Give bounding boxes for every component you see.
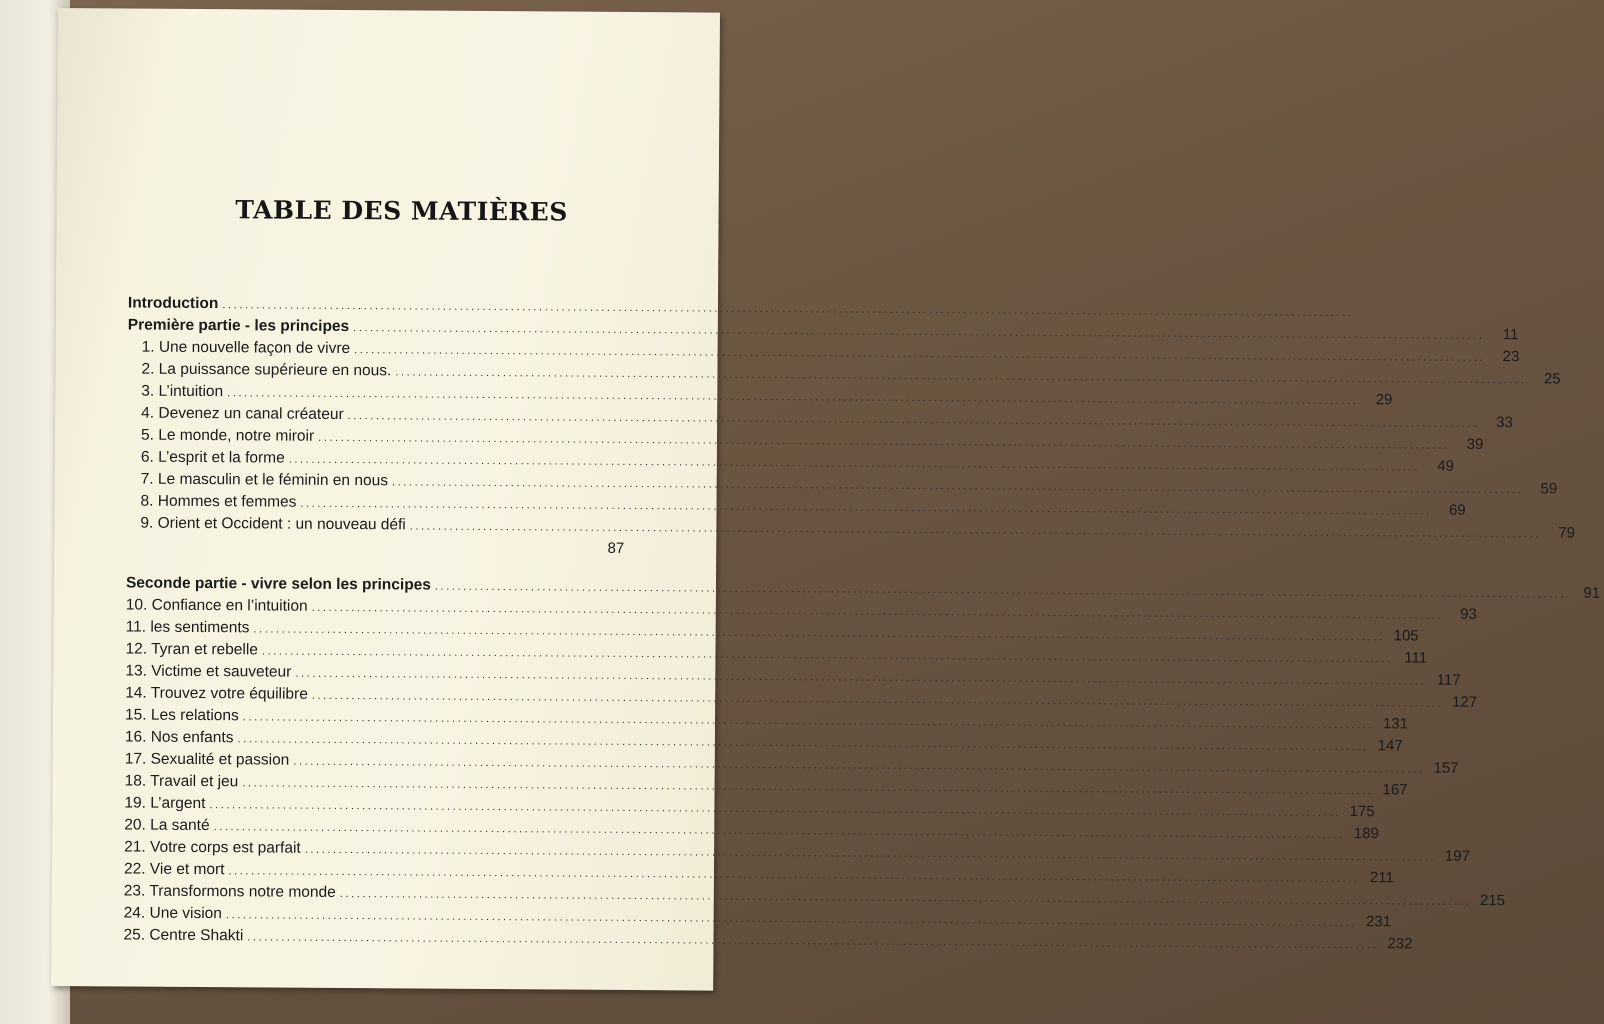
toc-entry-title: 21. Votre corps est parfait: [124, 838, 301, 857]
dot-leader: ........................................................................................................................................................................................................: [227, 387, 1359, 408]
table-of-contents: [123, 294, 1601, 953]
toc-page-number: 175: [1349, 803, 1375, 821]
dot-leader: ........................................................................................................................................................................................................: [253, 623, 1385, 644]
dot-leader: ........................................................................................................................................................................................................: [300, 497, 1432, 518]
dot-leader: ........................................................................................................................................................................................................: [293, 755, 1425, 776]
toc-entry-title: Première partie - les principes: [127, 316, 350, 336]
toc-page-number: 105: [1393, 627, 1419, 645]
toc-entry-title: 9. Orient et Occident : un nouveau défi: [140, 514, 406, 534]
dot-leader: ........................................................................................................................................................................................................: [409, 520, 1542, 541]
toc-entry-title: 8. Hommes et femmes: [140, 492, 297, 511]
dot-leader: ........................................................................................................................................................................................................: [222, 299, 1354, 320]
dot-leader: ........................................................................................................................................................................................................: [261, 645, 1394, 666]
toc-page-number: 117: [1436, 671, 1461, 689]
toc-page-number: 167: [1382, 781, 1408, 799]
dot-leader: ........................................................................................................................................................................................................: [391, 476, 1524, 497]
toc-entry-title: 16. Nos enfants: [124, 728, 234, 747]
toc-page-number: 25: [1543, 370, 1561, 388]
toc-page-number: 29: [1375, 391, 1393, 409]
toc-entry-title: 6. L’esprit et la forme: [140, 448, 285, 467]
dot-leader: ........................................................................................................................................................................................................: [242, 711, 1375, 732]
toc-page-number: 91: [1583, 584, 1601, 602]
toc-page-number: 232: [1387, 935, 1413, 953]
toc-entry-title: 24. Une vision: [123, 904, 222, 923]
dot-leader: ........................................................................................................................................................................................................: [347, 410, 1479, 430]
toc-page-number: 189: [1353, 825, 1379, 843]
toc-entry-title: 3. L’intuition: [141, 382, 224, 401]
dot-leader: ........................................................................................................................................................................................................: [311, 689, 1444, 710]
toc-page-number: 131: [1382, 715, 1409, 733]
toc-page-number: 39: [1466, 435, 1484, 453]
toc-entry-title: 25. Centre Shakti: [123, 926, 244, 945]
toc-page-number: 211: [1369, 869, 1394, 887]
dot-leader: ........................................................................................................................................................................................................: [295, 667, 1427, 688]
page-title: TABLE DES MATIÈRES: [235, 195, 568, 227]
dot-leader: ........................................................................................................................................................................................................: [288, 453, 1420, 474]
toc-entry: [123, 926, 1413, 953]
toc-entry-title: 7. Le masculin et le féminin en nous: [140, 470, 389, 490]
toc-entry-title: 12. Tyran et rebelle: [125, 640, 259, 659]
dot-leader: ........................................................................................................................................................................................................: [354, 344, 1486, 364]
toc-page-number: 11: [1502, 326, 1519, 344]
toc-page-number: 197: [1444, 847, 1471, 865]
toc-page-number: 79: [1558, 524, 1576, 542]
toc-entry-title: 10. Confiance en l’intuition: [125, 596, 308, 615]
dot-leader: ........................................................................................................................................................................................................: [228, 865, 1360, 886]
toc-entry-title: 13. Victime et sauveteur: [125, 662, 292, 681]
toc-page-number: 111: [1404, 649, 1428, 667]
toc-page-number: 127: [1451, 693, 1478, 711]
dot-leader: ........................................................................................................................................................................................................: [311, 601, 1443, 622]
dot-leader: ........................................................................................................................................................................................................: [247, 931, 1379, 952]
toc-entry-title: 20. La santé: [124, 816, 210, 835]
toc-entry-title: Seconde partie - vivre selon les principes: [125, 574, 431, 594]
dot-leader: ........................................................................................................................................................................................................: [225, 909, 1358, 930]
book-page: [51, 8, 1601, 991]
toc-entry-title: 1. Une nouvelle façon de vivre: [141, 338, 351, 358]
dot-leader: [130, 550, 590, 553]
toc-page-number: 59: [1540, 480, 1558, 498]
toc-entry-title: 11. les sentiments: [125, 618, 250, 637]
dot-leader: ........................................................................................................................................................................................................: [434, 580, 1567, 601]
toc-page-number: 87: [607, 539, 625, 557]
toc-entry-title: 15. Les relations: [125, 706, 239, 725]
toc-entry-title: 19. L’argent: [124, 794, 206, 813]
toc-entry-title: 17. Sexualité et passion: [124, 750, 290, 769]
toc-page-number: 69: [1448, 501, 1466, 519]
toc-entry-title: 5. Le monde, notre miroir: [140, 426, 315, 445]
toc-entry-title: 4. Devenez un canal créateur: [141, 404, 344, 424]
toc-page-number: 215: [1479, 891, 1506, 910]
toc-page-number: 33: [1496, 414, 1513, 432]
toc-page-number: 157: [1433, 759, 1459, 777]
dot-leader: ........................................................................................................................................................................................................: [353, 322, 1485, 342]
toc-page-number: 93: [1460, 605, 1477, 623]
toc-page-number: 147: [1377, 737, 1403, 755]
toc-entry-title: 2. La puissance supérieure en nous.: [141, 360, 392, 380]
toc-entry-title: 14. Trouvez votre équilibre: [125, 684, 308, 703]
toc-page-number: 231: [1366, 913, 1392, 931]
toc-entry-title: 22. Vie et mort: [123, 860, 225, 879]
dot-leader: ........................................................................................................................................................................................................: [237, 733, 1369, 754]
dot-leader: ........................................................................................................................................................................................................: [339, 887, 1472, 908]
toc-entry-title: Introduction: [127, 294, 219, 313]
toc-page-number: 49: [1437, 457, 1455, 475]
toc-entry-title: 18. Travail et jeu: [124, 772, 239, 791]
dot-leader: ........................................................................................................................................................................................................: [304, 843, 1437, 864]
dot-leader: ........................................................................................................................................................................................................: [395, 366, 1527, 387]
dot-leader: ........................................................................................................................................................................................................: [318, 431, 1450, 452]
dot-leader: ........................................................................................................................................................................................................: [209, 799, 1341, 819]
dot-leader: ........................................................................................................................................................................................................: [242, 777, 1374, 798]
dot-leader: ........................................................................................................................................................................................................: [213, 821, 1345, 842]
toc-entry-title: 23. Transformons notre monde: [123, 882, 336, 901]
toc-page-number: 23: [1502, 348, 1520, 366]
